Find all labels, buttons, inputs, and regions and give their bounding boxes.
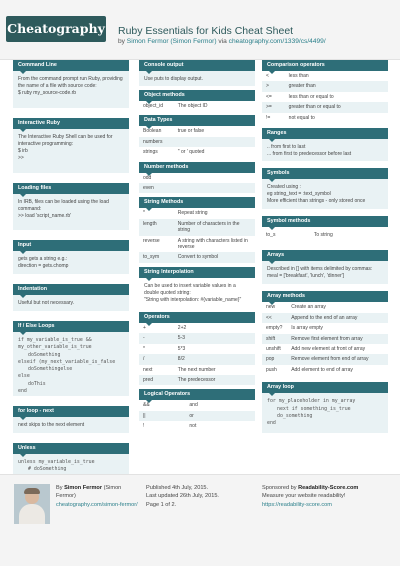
column-2: [139, 60, 255, 432]
table-row: [139, 173, 255, 183]
text-line: double quoted string:: [144, 289, 191, 296]
cell-value: or: [185, 411, 255, 421]
section-arrays: [262, 250, 388, 284]
cell-value: Remove first element from array: [287, 334, 388, 344]
text-line: >> load 'script_name.rb': [18, 213, 72, 219]
cell-key: !=: [262, 113, 285, 123]
author-link[interactable]: Simon Fermor (Simon Fermor): [126, 38, 217, 45]
text-line: The Interactive Ruby Shell can be used for: [18, 134, 113, 140]
cheatography-logo[interactable]: Cheatography: [6, 16, 106, 42]
cell-key: push: [262, 365, 287, 375]
table-row: [139, 219, 255, 236]
column-3: [262, 60, 388, 433]
section-title: Array methods: [262, 291, 388, 302]
cell-key: <: [262, 71, 285, 81]
text-line: .. from first to last: [267, 144, 306, 151]
section-title: String Methods: [139, 197, 255, 208]
section-interactive-ruby: [13, 118, 129, 173]
text-line: ... from first to predecessor before last: [267, 151, 352, 158]
cell-key: !: [139, 421, 185, 431]
kv-table: [139, 101, 255, 111]
cell-key: *: [139, 344, 174, 354]
table-row: [262, 323, 388, 333]
section-operators: [139, 312, 255, 385]
kv-table: [139, 400, 255, 431]
cell-key: pred: [139, 375, 174, 385]
kv-table: [262, 71, 388, 123]
code-line: elseif (my_next_variable_is_false: [18, 358, 116, 365]
code-line: end: [267, 420, 276, 427]
section-title: Object methods: [139, 90, 255, 101]
section-title: Unless: [13, 443, 129, 454]
cell-key: -: [139, 333, 174, 343]
section-title: Indentation: [13, 284, 129, 295]
section-string-methods: [139, 197, 255, 262]
text-line: the name of a file with source code:: [18, 83, 97, 89]
cell-value: greater than: [285, 81, 388, 91]
text-line: next skips to the next element: [18, 422, 85, 428]
kv-table: [139, 323, 255, 385]
cell-value: Add element to end of array: [287, 365, 388, 375]
via-text: via: [216, 38, 229, 45]
footer-sponsor-block: [262, 484, 358, 509]
cell-key: next: [139, 365, 174, 375]
section-loading-files: [13, 183, 129, 230]
code-line: else: [18, 373, 30, 380]
published-date: Published 4th July, 2015.: [146, 485, 209, 491]
text-line: eg string_text = :text_symbol: [267, 191, 331, 198]
cell-key: odd: [139, 173, 174, 183]
code-line: for my_placeholder in my_array: [267, 398, 356, 405]
section-command-line: [13, 60, 129, 108]
footer: [0, 474, 400, 566]
cell-value: The object ID: [174, 101, 255, 111]
cell-key: new: [262, 302, 287, 312]
cell-value: Remove element from end of array: [287, 354, 388, 364]
section-console-output: [139, 60, 255, 86]
cell-value: true or false: [174, 126, 255, 136]
kv-table: [262, 227, 388, 243]
table-row: [262, 302, 388, 312]
text-line: Described in [] with items delimited by commas:: [267, 266, 373, 273]
text-line: More efficient than strings - only stored once: [267, 198, 366, 205]
cell-key: even: [139, 183, 174, 193]
code-line: # doSomething: [28, 466, 67, 473]
sponsor-name[interactable]: Readability-Score.com: [298, 485, 359, 491]
cell-value: Convert to symbol: [174, 252, 255, 262]
section-title: Ranges: [262, 128, 388, 139]
cell-key: *: [139, 208, 174, 218]
section-title: Symbols: [262, 168, 388, 179]
cell-key: Boolean: [139, 126, 174, 136]
text-line: In IRB, files can be loaded using the load: [18, 199, 109, 205]
cell-key: strings: [139, 147, 174, 157]
cell-key: unshift: [262, 344, 287, 354]
section-symbol-methods: [262, 216, 388, 243]
table-row: [139, 236, 255, 253]
section-if-else-loops: [13, 321, 129, 396]
table-row: [139, 365, 255, 375]
section-title: Arrays: [262, 250, 388, 261]
text-line: From the command prompt run Ruby, providing: [18, 76, 123, 82]
cell-value: 5-3: [174, 333, 255, 343]
table-row: [262, 92, 388, 102]
section-title: Comparison operators: [262, 60, 388, 71]
cell-key: +: [139, 323, 174, 333]
code-line: doThis: [28, 380, 46, 387]
section-indentation: [13, 284, 129, 311]
cell-value: not equal to: [285, 113, 388, 123]
cell-key: /: [139, 354, 174, 364]
code-line: unless my_variable_is_true: [18, 459, 95, 465]
header: [0, 0, 400, 60]
code-line: my_other_variable_is_true: [18, 344, 92, 351]
author-avatar: [14, 484, 50, 524]
cell-value: " or ' quoted: [174, 147, 255, 157]
table-row: [262, 81, 388, 91]
code-line: next if something_is_true: [277, 405, 351, 412]
cell-key: length: [139, 219, 174, 236]
column-1: [13, 60, 129, 485]
section-string-interpolation: [139, 267, 255, 308]
cell-value: To string: [310, 227, 388, 243]
kv-table: [262, 302, 388, 375]
cell-value: Repeat string: [174, 208, 255, 218]
cell-value: Is array empty: [287, 323, 388, 333]
cell-key: >=: [262, 102, 285, 112]
cell-key: to_s: [262, 227, 310, 243]
table-row: [139, 333, 255, 343]
table-row: [262, 334, 388, 344]
table-row: [262, 102, 388, 112]
table-row: [139, 147, 255, 157]
text-line: command:: [18, 206, 42, 212]
code-line: end: [18, 388, 27, 395]
footer-publish-block: [146, 484, 219, 509]
author-line2: Fermor): [56, 493, 76, 500]
cell-value: less than: [285, 71, 388, 81]
kv-table: [139, 208, 255, 262]
section-title: Array loop: [262, 382, 388, 393]
sponsor-tagline: Measure your website readability!: [262, 493, 346, 500]
table-row: [139, 208, 255, 218]
section-logical-operators: [139, 389, 255, 431]
table-row: [139, 354, 255, 364]
footer-author-name[interactable]: Simon Fermor: [64, 485, 103, 491]
page-title: Ruby Essentials for Kids Cheat Sheet: [118, 25, 294, 37]
cell-key: to_sym: [139, 252, 174, 262]
cell-key: <=: [262, 92, 285, 102]
section-comparison-operators: [262, 60, 388, 123]
section-data-types: [139, 115, 255, 157]
cell-value: The predecessor: [174, 375, 255, 385]
cell-value: 2+2: [174, 323, 255, 333]
cell-value: 8/2: [174, 354, 255, 364]
table-row: [262, 354, 388, 364]
cell-value: Add new element at front of array: [287, 344, 388, 354]
section-title: Command Line: [13, 60, 129, 71]
section-title: Operators: [139, 312, 255, 323]
cell-value: [174, 137, 255, 147]
sponsor-link[interactable]: https://readability-score.com: [262, 501, 332, 508]
section-for-loop-next: [13, 406, 129, 433]
sponsor-prefix: Sponsored by: [262, 485, 299, 491]
text-line: Use puts to display output.: [144, 76, 203, 82]
author-prefix: By: [56, 485, 65, 491]
section-title: Data Types: [139, 115, 255, 126]
table-row: [262, 365, 388, 375]
table-row: [139, 421, 255, 431]
table-row: [139, 411, 255, 421]
cell-value: 5*3: [174, 344, 255, 354]
section-array-loop: [262, 382, 388, 433]
text-line: Useful but not necessary.: [18, 300, 75, 306]
text-line: meal = ['breakfast', 'lunch', 'dinner']: [267, 273, 345, 280]
cell-value: less than or equal to: [285, 92, 388, 102]
cell-value: Number of characters in the string: [174, 219, 255, 236]
code-line: if my_variable_is_true &&: [18, 337, 92, 343]
updated-date: Last updated 26th July, 2015.: [146, 493, 219, 500]
table-row: [262, 344, 388, 354]
byline: [118, 38, 326, 45]
cell-key: ||: [139, 411, 185, 421]
section-title: Interactive Ruby: [13, 118, 129, 129]
table-row: [139, 400, 255, 410]
table-row: [139, 137, 255, 147]
cell-value: [174, 183, 255, 193]
table-row: [139, 126, 255, 136]
table-row: [262, 227, 388, 243]
cell-value: A string with characters listed in reverse: [174, 236, 255, 253]
cell-key: shift: [262, 334, 287, 344]
table-row: [262, 313, 388, 323]
section-title: If / Else Loops: [13, 321, 129, 332]
by-prefix: by: [118, 38, 127, 45]
section-title: String Interpolation: [139, 267, 255, 278]
section-ranges: [262, 128, 388, 161]
section-title: Input: [13, 240, 129, 251]
cell-value: greater than or equal to: [285, 102, 388, 112]
section-array-methods: [262, 291, 388, 375]
cell-value: [174, 173, 255, 183]
section-title: Logical Operators: [139, 389, 255, 400]
table-row: [139, 101, 255, 111]
table-row: [139, 252, 255, 262]
table-row: [139, 344, 255, 354]
kv-table: [139, 126, 255, 157]
table-row: [262, 113, 388, 123]
section-number-methods: [139, 162, 255, 194]
table-row: [139, 375, 255, 385]
table-row: [139, 183, 255, 193]
author-suffix: (Simon: [102, 485, 122, 491]
cell-key: empty?: [262, 323, 287, 333]
text-line: $ ruby my_source-code.rb: [18, 90, 77, 96]
text-line: $ irb: [18, 148, 28, 154]
cell-value: Append to the end of an array: [287, 313, 388, 323]
code-line: doSomethingelse: [28, 366, 73, 373]
cell-key: &&: [139, 400, 185, 410]
cell-key: >: [262, 81, 285, 91]
text-line: Can be used to insert variable values in a: [144, 282, 236, 289]
cell-key: numbers: [139, 137, 174, 147]
cell-value: Create an array: [287, 302, 388, 312]
code-line: doSomething: [28, 351, 61, 358]
text-line: interactive programming:: [18, 141, 74, 147]
section-input: [13, 240, 129, 274]
cell-key: reverse: [139, 236, 174, 253]
text-line: "String with interpolation: #{variable_name}": [144, 296, 242, 303]
sheet-url-link[interactable]: cheatography.com/1339/cs/4499/: [228, 38, 326, 45]
section-symbols: [262, 168, 388, 209]
section-title: Symbol methods: [262, 216, 388, 227]
section-object-methods: [139, 90, 255, 111]
page-count: Page 1 of 2.: [146, 501, 177, 508]
cell-value: not: [185, 421, 255, 431]
text-line: Created using :: [267, 184, 301, 191]
section-title: Loading files: [13, 183, 129, 194]
section-title: Console output: [139, 60, 255, 71]
footer-author-block: [56, 484, 138, 509]
cell-key: <<: [262, 313, 287, 323]
cell-key: pop: [262, 354, 287, 364]
cell-value: and: [185, 400, 255, 410]
kv-table: [139, 173, 255, 194]
text-line: gets gets a string e.g.:: [18, 256, 68, 262]
section-title: for loop - next: [13, 406, 129, 417]
table-row: [262, 71, 388, 81]
cell-value: The next number: [174, 365, 255, 375]
author-profile-link[interactable]: cheatography.com/simon-fermor/: [56, 501, 138, 508]
cell-key: object_id: [139, 101, 174, 111]
table-row: [139, 323, 255, 333]
text-line: >>: [18, 155, 24, 161]
code-line: do_something: [277, 412, 313, 419]
text-line: direction = gets.chomp: [18, 263, 69, 269]
section-title: Number methods: [139, 162, 255, 173]
